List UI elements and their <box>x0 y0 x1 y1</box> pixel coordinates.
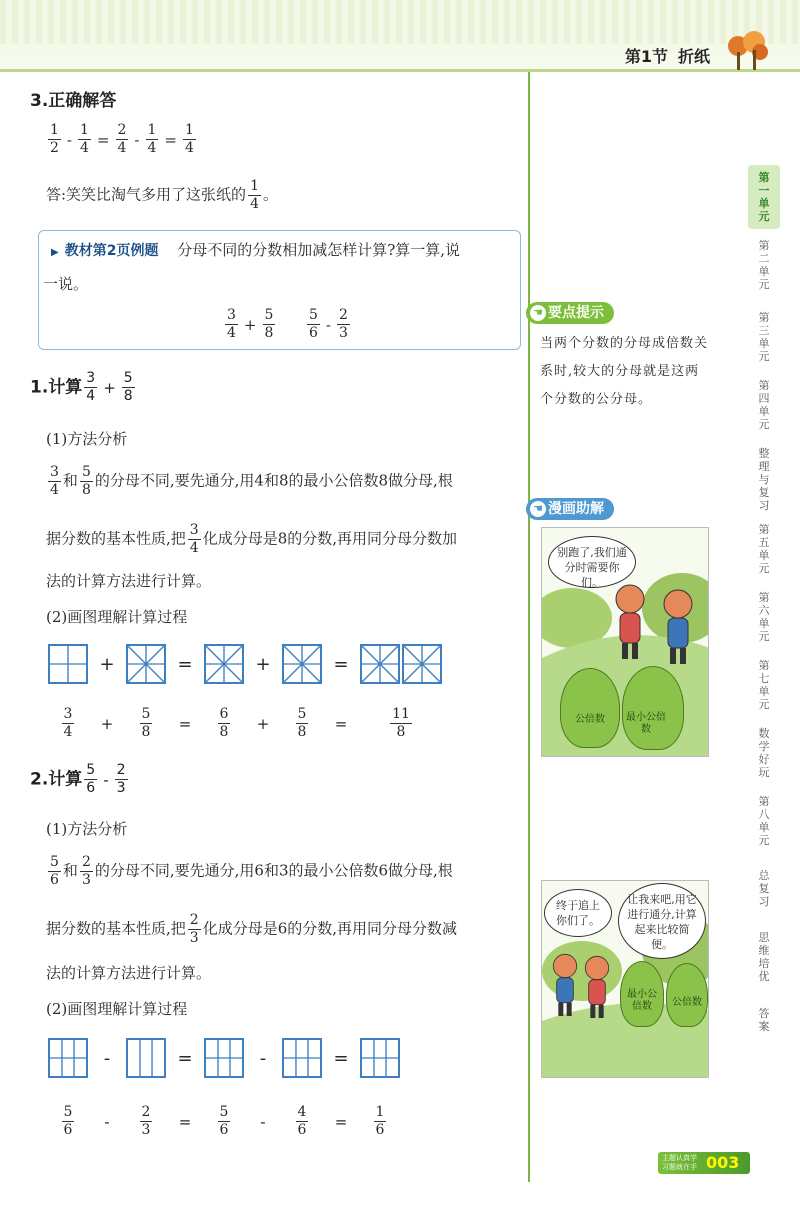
grid-sixths <box>48 1038 88 1078</box>
tab-unit-1[interactable]: 第一单元 <box>748 165 780 229</box>
heading-correct-answer: 3.正确解答 <box>30 91 117 111</box>
q2-fraction-row: $\frac{5}{6}$ - $\frac{2}{3}$ = $\frac{5}{6}$ - $\frac{4}{6}$ = $\frac{1}{6}$ <box>63 1104 385 1138</box>
fox-character <box>582 953 612 1023</box>
q1-line1: $\frac{3}{4}$ 和 $\frac{5}{8}$ 的分母不同,要先通分,用4和8的最小公倍数8做分母,根 <box>50 464 453 498</box>
comic-label: ☚ 漫画助解 <box>526 498 614 520</box>
comic-panel-1 <box>541 527 709 757</box>
monster-character <box>560 668 620 748</box>
answer-text: 答:笑笑比淘气多用了这张纸的 $\frac{1}{4}$ 。 <box>46 178 278 212</box>
q1-diagram: + = + = <box>48 644 442 684</box>
fox-character <box>660 588 696 668</box>
grid-eleven-eighths <box>360 644 442 684</box>
tab-unit-8[interactable]: 第八单元 <box>758 795 770 847</box>
grid-sixths <box>360 1038 400 1078</box>
section-name: 折纸 <box>677 47 710 66</box>
q1-method-label: (1)方法分析 <box>46 430 128 448</box>
page-number: 003 <box>706 1153 740 1172</box>
example-tag: ▶ 教材第2页例题 <box>51 243 159 259</box>
q1-heading: 1.计算 $\frac{3}{4}$ + $\frac{5}{8}$ <box>30 370 133 404</box>
tab-final-review[interactable]: 总复习 <box>758 869 770 908</box>
monster-character <box>622 666 684 750</box>
tip-label: ☚ 要点提示 <box>526 302 614 324</box>
monster-character <box>666 963 708 1027</box>
q2-method-label: (1)方法分析 <box>46 820 128 838</box>
section-number: 第1节 <box>624 47 668 66</box>
header-decoration <box>0 0 800 44</box>
hand-icon: ☚ <box>530 305 546 321</box>
textbook-example-box <box>38 230 521 350</box>
q2-line2: 据分数的基本性质,把 $\frac{2}{3}$ 化成分母是6的分数,再用同分母分数减 <box>46 912 458 946</box>
q1-line2: 据分数的基本性质,把 $\frac{3}{4}$ 化成分母是8的分数,再用同分母分数加 <box>46 522 458 556</box>
fox-character <box>550 951 580 1021</box>
fox-character <box>612 583 648 663</box>
fraction: $\frac{2}{4}$ <box>117 122 127 156</box>
fraction: $\frac{1}{4}$ <box>250 178 259 212</box>
triangle-icon: ▶ <box>51 247 59 258</box>
hand-icon: ☚ <box>530 501 546 517</box>
q1-line3: 法的计算方法进行计算。 <box>46 572 212 590</box>
tab-unit-7[interactable]: 第七单元 <box>758 659 770 711</box>
tab-unit-4[interactable]: 第四单元 <box>758 379 770 431</box>
tab-unit-5[interactable]: 第五单元 <box>758 523 770 575</box>
q2-line1: $\frac{5}{6}$ 和 $\frac{2}{3}$ 的分母不同,要先通分,用6和3的最小公倍数6做分母,根 <box>50 854 453 888</box>
tab-math-fun[interactable]: 数学好玩 <box>758 727 770 779</box>
q1-fraction-row: $\frac{3}{4}$ + $\frac{5}{8}$ = $\frac{6}{8}$ + $\frac{5}{8}$ = $\frac{11}{8}$ <box>63 706 410 740</box>
example-prompt-cont: 一说。 <box>43 275 89 293</box>
tab-answers[interactable]: 答案 <box>758 1007 770 1033</box>
speech-bubble: 终于追上你们了。 <box>544 889 612 937</box>
q2-line3: 法的计算方法进行计算。 <box>46 964 212 982</box>
q2-diagram: - = - = <box>48 1038 400 1078</box>
monster-label: 最小公倍数 <box>626 712 666 735</box>
speech-bubble: 别跑了,我们通分时需要你们。 <box>548 536 636 588</box>
q2-heading: 2.计算 $\frac{5}{6}$ - $\frac{2}{3}$ <box>30 762 126 796</box>
fraction: $\frac{1}{4}$ <box>80 122 89 156</box>
grid-thirds <box>126 1038 166 1078</box>
grid-quarters <box>48 644 88 684</box>
tab-unit-3[interactable]: 第三单元 <box>758 311 770 363</box>
comic-panel-2 <box>541 880 709 1078</box>
section-title <box>625 44 710 67</box>
tab-unit-6[interactable]: 第六单元 <box>758 591 770 643</box>
fraction: $\frac{1}{2}$ <box>50 122 59 156</box>
tab-review[interactable]: 整理与复习 <box>758 447 770 512</box>
grid-eighths <box>282 644 322 684</box>
monster-label: 公倍数 <box>575 714 605 725</box>
monster-label: 公倍数 <box>672 997 702 1008</box>
q2-diagram-label: (2)画图理解计算过程 <box>46 1000 188 1018</box>
equation-correct: $\frac{1}{2}$ - $\frac{1}{4}$ = $\frac{2}{4}$ - $\frac{1}{4}$ = $\frac{1}{4}$ <box>50 122 194 156</box>
monster-label: 最小公倍数 <box>627 989 657 1012</box>
example-expressions: $\frac{3}{4}$ + $\frac{5}{8}$ $\frac{5}{6}$ - $\frac{2}{3}$ <box>227 307 348 341</box>
grid-eighths <box>204 644 244 684</box>
grid-sixths <box>282 1038 322 1078</box>
tab-thinking[interactable]: 思维培优 <box>758 931 770 983</box>
grid-sixths <box>204 1038 244 1078</box>
q1-diagram-label: (2)画图理解计算过程 <box>46 608 188 626</box>
page-header <box>0 0 800 72</box>
grid-eighths <box>126 644 166 684</box>
tree-icon <box>726 30 770 70</box>
fraction: $\frac{1}{4}$ <box>185 122 194 156</box>
tab-unit-2[interactable]: 第二单元 <box>758 239 770 291</box>
column-divider <box>528 72 530 1182</box>
fraction: $\frac{1}{4}$ <box>147 122 157 156</box>
example-prompt: ▶ 教材第2页例题 分母不同的分数相加减怎样计算?算一算,说 <box>51 241 461 259</box>
speech-bubble: 让我来吧,用它进行通分,计算起来比较简便。 <box>618 883 706 959</box>
page-number-badge: 主题认真学 习题就在手 003 <box>658 1152 750 1174</box>
tip-text: 当两个分数的分母成倍数关系时,较大的分母就是这两个分数的公分母。 <box>540 336 709 407</box>
